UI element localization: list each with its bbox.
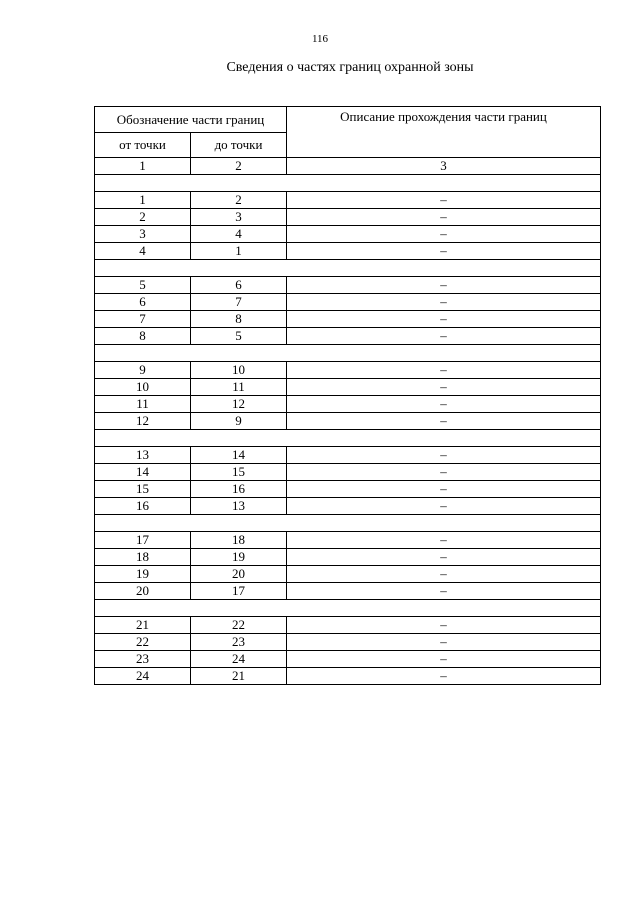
to-point-cell: 22 (191, 617, 287, 634)
to-point-cell: 24 (191, 651, 287, 668)
description-cell: – (287, 668, 601, 685)
from-point-cell: 2 (95, 209, 191, 226)
from-point-cell: 19 (95, 566, 191, 583)
description-cell: – (287, 192, 601, 209)
group-separator-cell (95, 175, 601, 192)
group-separator-cell (95, 260, 601, 277)
to-point-cell: 17 (191, 583, 287, 600)
table-row (95, 532, 601, 549)
table-row (95, 668, 601, 685)
from-point-cell: 18 (95, 549, 191, 566)
from-point-cell: 13 (95, 447, 191, 464)
to-point-cell: 10 (191, 362, 287, 379)
header-description: Описание прохождения части границ (287, 107, 601, 158)
to-point-cell: 3 (191, 209, 287, 226)
to-point-cell: 20 (191, 566, 287, 583)
table-row (95, 226, 601, 243)
description-cell: – (287, 294, 601, 311)
to-point-cell: 14 (191, 447, 287, 464)
table-row (95, 464, 601, 481)
page-number: 116 (311, 33, 329, 45)
table-row (95, 481, 601, 498)
table-row (95, 396, 601, 413)
column-number-cell: 1 (95, 158, 191, 175)
to-point-cell: 2 (191, 192, 287, 209)
table-row (95, 634, 601, 651)
column-number-cell: 3 (287, 158, 601, 175)
from-point-cell: 7 (95, 311, 191, 328)
to-point-cell: 13 (191, 498, 287, 515)
description-cell: – (287, 379, 601, 396)
boundary-parts-table (94, 106, 601, 685)
from-point-cell: 12 (95, 413, 191, 430)
table-row (95, 294, 601, 311)
to-point-cell: 23 (191, 634, 287, 651)
from-point-cell: 4 (95, 243, 191, 260)
to-point-cell: 18 (191, 532, 287, 549)
group-separator-cell (95, 600, 601, 617)
to-point-cell: 5 (191, 328, 287, 345)
from-point-cell: 17 (95, 532, 191, 549)
description-cell: – (287, 277, 601, 294)
from-point-cell: 6 (95, 294, 191, 311)
table-row (95, 379, 601, 396)
to-point-cell: 16 (191, 481, 287, 498)
from-point-cell: 23 (95, 651, 191, 668)
table-row (95, 209, 601, 226)
from-point-cell: 5 (95, 277, 191, 294)
description-cell: – (287, 634, 601, 651)
description-cell: – (287, 328, 601, 345)
group-separator-cell (95, 430, 601, 447)
description-cell: – (287, 396, 601, 413)
description-cell: – (287, 243, 601, 260)
description-cell: – (287, 226, 601, 243)
table-row (95, 566, 601, 583)
to-point-cell: 12 (191, 396, 287, 413)
from-point-cell: 14 (95, 464, 191, 481)
group-separator-row (95, 600, 601, 617)
description-cell: – (287, 209, 601, 226)
description-cell: – (287, 583, 601, 600)
table-row (95, 413, 601, 430)
description-cell: – (287, 362, 601, 379)
header-row-1 (95, 107, 601, 133)
document-title: Сведения о частях границ охранной зоны (226, 60, 474, 75)
description-cell: – (287, 413, 601, 430)
from-point-cell: 22 (95, 634, 191, 651)
to-point-cell: 4 (191, 226, 287, 243)
description-cell: – (287, 464, 601, 481)
from-point-cell: 21 (95, 617, 191, 634)
table-row (95, 498, 601, 515)
from-point-cell: 15 (95, 481, 191, 498)
description-cell: – (287, 549, 601, 566)
table-row (95, 277, 601, 294)
group-separator-cell (95, 515, 601, 532)
table-row (95, 651, 601, 668)
to-point-cell: 7 (191, 294, 287, 311)
to-point-cell: 8 (191, 311, 287, 328)
table-row (95, 617, 601, 634)
group-separator-row (95, 260, 601, 277)
from-point-cell: 20 (95, 583, 191, 600)
table-row (95, 192, 601, 209)
group-separator-row (95, 175, 601, 192)
to-point-cell: 11 (191, 379, 287, 396)
table-row (95, 583, 601, 600)
table-row (95, 243, 601, 260)
from-point-cell: 3 (95, 226, 191, 243)
description-cell: – (287, 481, 601, 498)
to-point-cell: 6 (191, 277, 287, 294)
description-cell: – (287, 566, 601, 583)
header-from-point: от точки (95, 133, 191, 158)
to-point-cell: 21 (191, 668, 287, 685)
from-point-cell: 11 (95, 396, 191, 413)
description-cell: – (287, 447, 601, 464)
group-separator-row (95, 515, 601, 532)
table-row (95, 311, 601, 328)
from-point-cell: 1 (95, 192, 191, 209)
from-point-cell: 10 (95, 379, 191, 396)
header-to-point: до точки (191, 133, 287, 158)
description-cell: – (287, 617, 601, 634)
table-row (95, 447, 601, 464)
table-row (95, 362, 601, 379)
from-point-cell: 16 (95, 498, 191, 515)
from-point-cell: 24 (95, 668, 191, 685)
group-separator-row (95, 430, 601, 447)
to-point-cell: 1 (191, 243, 287, 260)
table-row (95, 549, 601, 566)
to-point-cell: 15 (191, 464, 287, 481)
description-cell: – (287, 498, 601, 515)
description-cell: – (287, 311, 601, 328)
from-point-cell: 8 (95, 328, 191, 345)
column-number-cell: 2 (191, 158, 287, 175)
table-row (95, 328, 601, 345)
group-separator-cell (95, 345, 601, 362)
to-point-cell: 9 (191, 413, 287, 430)
to-point-cell: 19 (191, 549, 287, 566)
description-cell: – (287, 651, 601, 668)
group-separator-row (95, 345, 601, 362)
column-number-row (95, 158, 601, 175)
header-boundary-designation: Обозначение части границ (95, 107, 287, 133)
description-cell: – (287, 532, 601, 549)
from-point-cell: 9 (95, 362, 191, 379)
